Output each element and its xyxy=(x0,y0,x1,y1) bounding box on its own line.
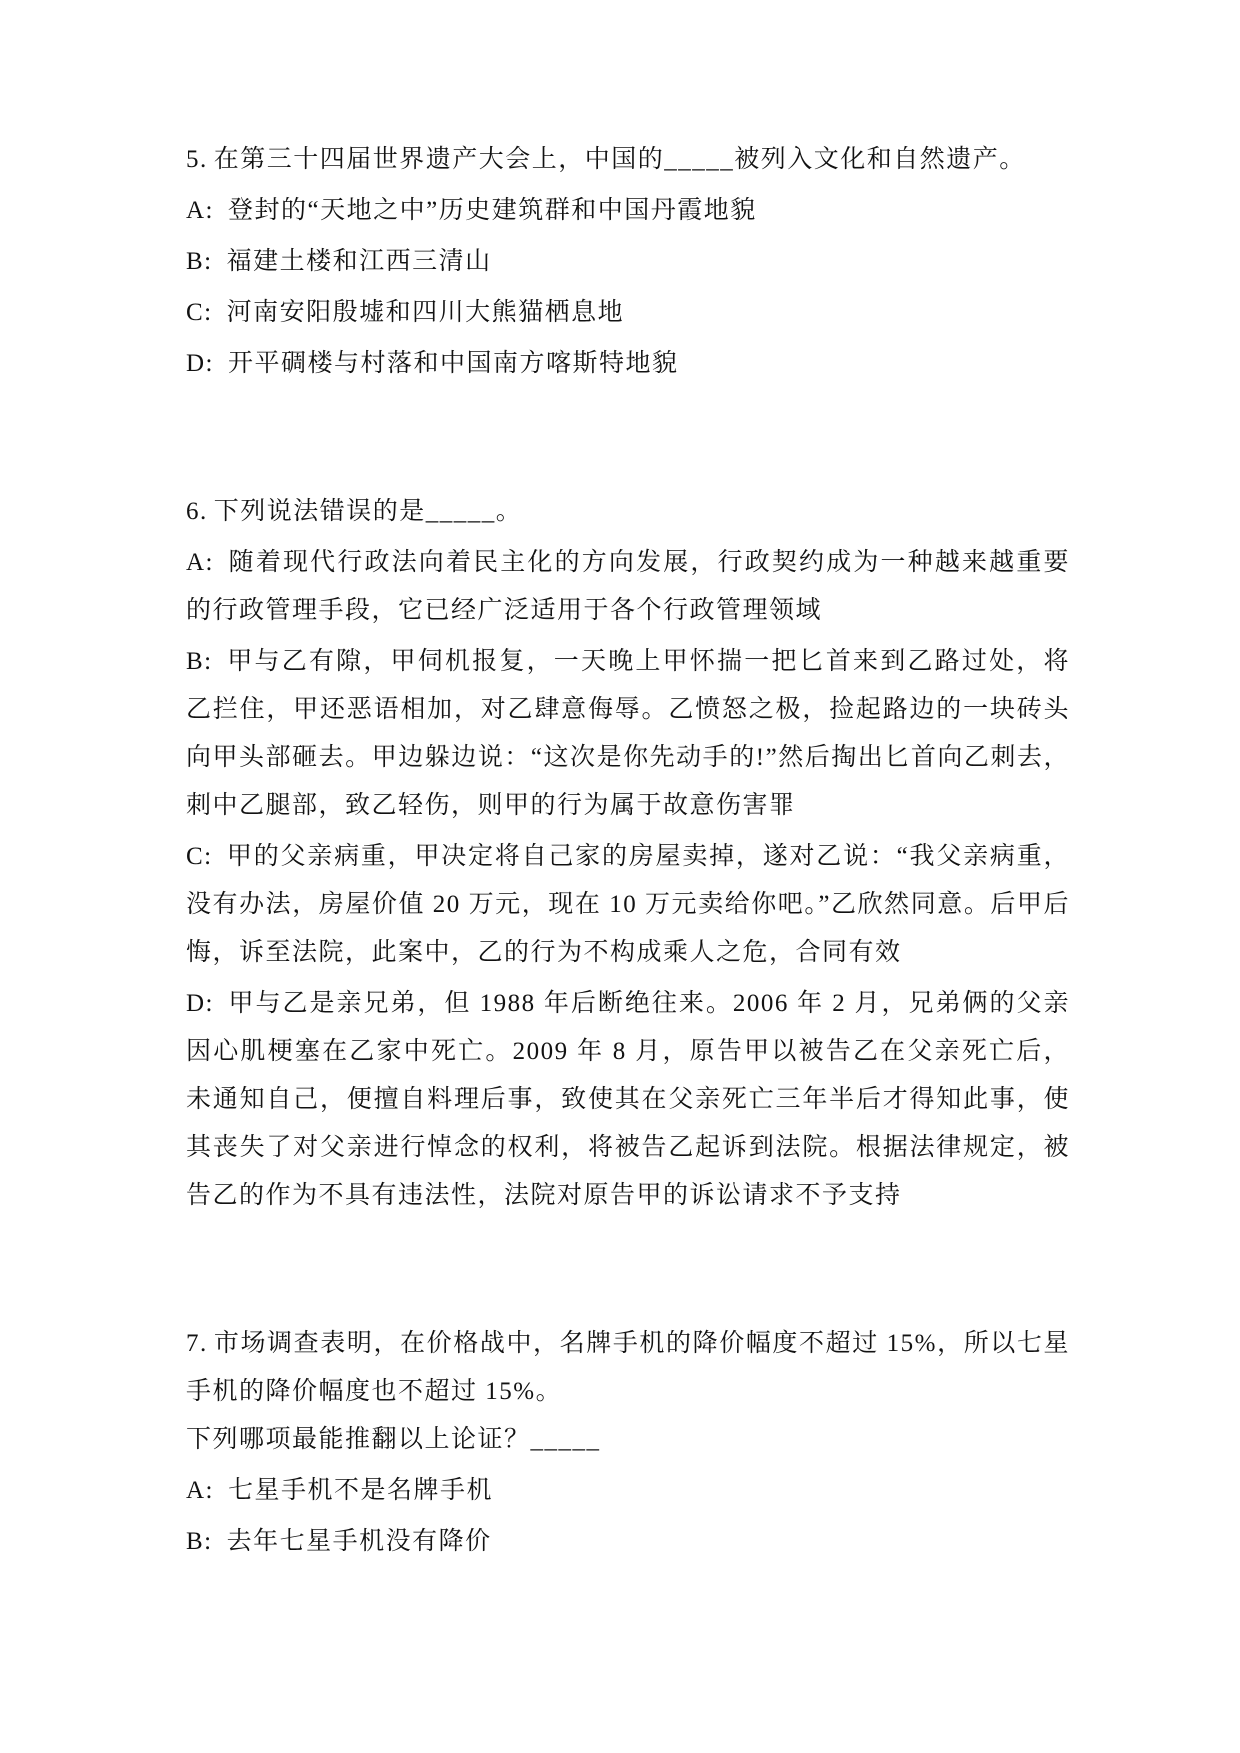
option-label: C: xyxy=(186,843,213,870)
document-content xyxy=(186,136,1070,1566)
option-c xyxy=(186,289,1070,337)
question-stem xyxy=(186,1320,1070,1416)
question-stem-text: 市场调查表明，在价格战中，名牌手机的降价幅度不超过 15%，所以七星手机的降价幅度也不超过 15%。 xyxy=(186,1330,1070,1405)
option-d xyxy=(186,980,1070,1220)
option-label: D: xyxy=(186,350,214,377)
option-a xyxy=(186,187,1070,235)
option-label: B: xyxy=(186,648,213,675)
option-label: B: xyxy=(186,1528,213,1555)
option-text: 去年七星手机没有降价 xyxy=(226,1528,492,1555)
option-text: 七星手机不是名牌手机 xyxy=(228,1477,494,1504)
option-c xyxy=(186,833,1070,977)
option-a xyxy=(186,539,1070,635)
option-text: 甲与乙有隙，甲伺机报复，一天晚上甲怀揣一把匕首来到乙路过处，将乙拦住，甲还恶语相加，对乙肆意侮辱。乙愤怒之极，捡起路边的一块砖头向甲头部砸去。甲边躲边说：“这次是你先动手的!”然后掏出匕首向乙刺去，刺中乙腿部，致乙轻伤，则甲的行为属于故意伤害罪 xyxy=(186,648,1070,819)
option-text: 河南安阳殷墟和四川大熊猫栖息地 xyxy=(226,299,625,326)
option-text: 开平碉楼与村落和中国南方喀斯特地貌 xyxy=(228,350,679,377)
option-label: B: xyxy=(186,248,213,275)
option-label: C: xyxy=(186,299,213,326)
option-b xyxy=(186,1518,1070,1566)
question-subprompt: 下列哪项最能推翻以上论证？_____ xyxy=(186,1426,601,1453)
option-d xyxy=(186,340,1070,388)
option-label: D: xyxy=(186,990,214,1017)
option-b xyxy=(186,238,1070,286)
question-stem-text: 下列说法错误的是_____。 xyxy=(213,498,523,525)
option-a xyxy=(186,1467,1070,1515)
option-text: 甲的父亲病重，甲决定将自己家的房屋卖掉，遂对乙说：“我父亲病重，没有办法，房屋价值 20 万元，现在 10 万元卖给你吧。”乙欣然同意。后甲后悔，诉至法院，此案中，乙的行为不构成乘人之危，合同有效 xyxy=(186,843,1070,966)
question-6 xyxy=(186,488,1070,1220)
option-label: A: xyxy=(186,197,214,224)
question-stem xyxy=(186,488,1070,536)
question-number: 7. xyxy=(186,1330,208,1357)
option-label: A: xyxy=(186,549,214,576)
option-text: 甲与乙是亲兄弟，但 1988 年后断绝往来。2006 年 2 月，兄弟俩的父亲因心肌梗塞在乙家中死亡。2009 年 8 月，原告甲以被告乙在父亲死亡后，未通知自己，便擅自料理后事，致使其在父亲死亡三年半后才得知此事，使其丧失了对父亲进行悼念的权利，将被告乙起诉到法院。根据法律规定，被告乙的作为不具有违法性，法院对原告甲的诉讼请求不予支持 xyxy=(186,990,1070,1209)
question-stem-text: 在第三十四届世界遗产大会上，中国的_____被列入文化和自然遗产。 xyxy=(213,146,1026,173)
option-b xyxy=(186,638,1070,830)
question-7 xyxy=(186,1320,1070,1566)
option-text: 福建土楼和江西三清山 xyxy=(226,248,492,275)
question-5 xyxy=(186,136,1070,388)
option-text: 随着现代行政法向着民主化的方向发展，行政契约成为一种越来越重要的行政管理手段，它已经广泛适用于各个行政管理领域 xyxy=(186,549,1070,624)
option-label: A: xyxy=(186,1477,214,1504)
question-number: 5. xyxy=(186,146,208,173)
question-number: 6. xyxy=(186,498,208,525)
question-stem xyxy=(186,136,1070,184)
option-text: 登封的“天地之中”历史建筑群和中国丹霞地貌 xyxy=(228,197,757,224)
